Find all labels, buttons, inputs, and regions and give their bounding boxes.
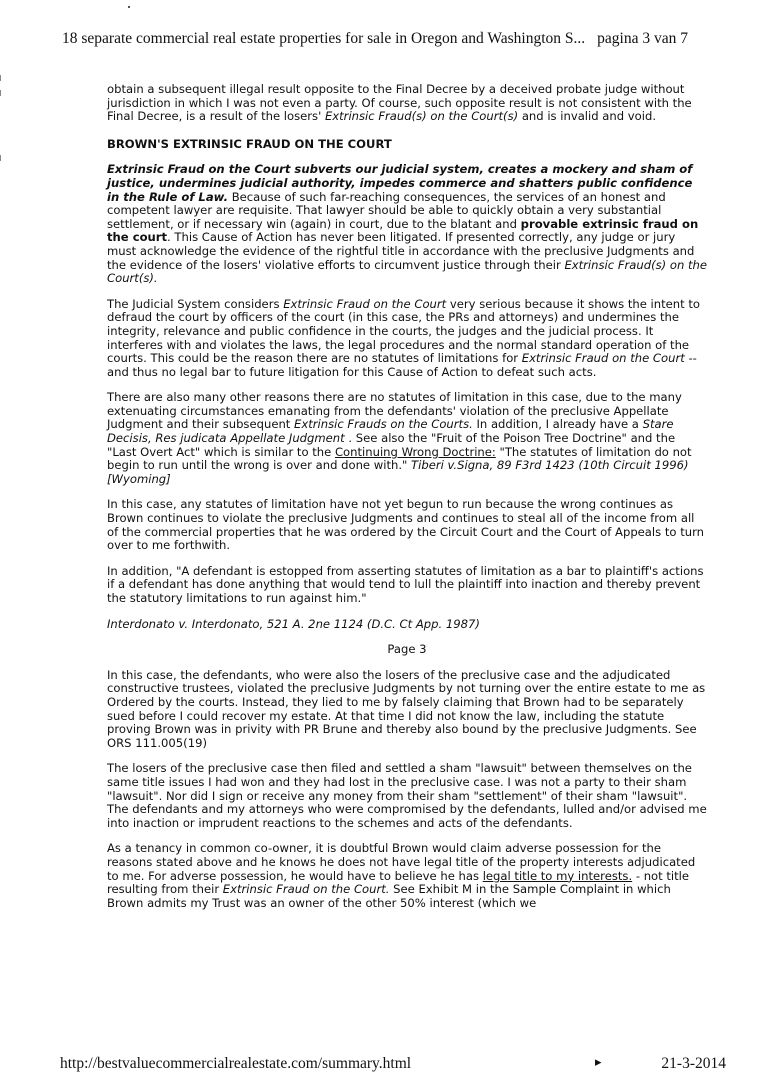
- underlined-text: Continuing Wrong Doctrine:: [334, 444, 496, 459]
- text: and is invalid and void.: [518, 109, 657, 124]
- paragraph-10: [107, 842, 707, 910]
- paragraph-9: The losers of the preclusive case then filed and settled a sham "lawsuit" between themselves on the same title issues I had won and they had lost in the preclusive case. I was not a party to their sham "lawsuit". Nor did I sign or receive any money from their sham "settlement" of their sham "lawsuit". The defendants and my attorneys who were compromised by the defendants, lulled and/or advised me into inaction or imprudent reactions to the schemes and acts of the defendants.: [107, 761, 707, 830]
- italic-text: Extrinsic Fraud(s) on the Court(s): [324, 109, 519, 124]
- text: Because of such far-reaching consequences, the services of an honest and competent lawyer are requisite. That lawyer should be able to quickly obtain a very substantial settlement, or if necessary win (again) in court, due to the blatant and: [107, 189, 666, 231]
- text: . This Cause of Action has never been litigated. If presented correctly, any judge or jury must acknowledge the evidence of the rightful title in accordance with the preclusive Judgments and the evidence of the losers' violative efforts to circumvent justice through their: [107, 230, 695, 272]
- paragraph-4: [107, 391, 707, 486]
- scan-speck: [128, 6, 130, 8]
- text: See Exhibit M in the Sample Complaint in which Brown admits my Trust was an owner of the other 50% interest (which we: [107, 882, 671, 910]
- bold-text: provable extrinsic fraud on the court: [107, 216, 699, 245]
- print-header: [62, 30, 762, 48]
- italic-text: Extrinsic Fraud on the Court.: [222, 882, 390, 897]
- document-body: [107, 83, 707, 922]
- text: . See also the "Fruit of the Poison Tree Doctrine" and the "Last Overt Act" which is similar to the: [107, 431, 676, 459]
- italic-text: Stare Decisis, Res judicata Appellate Judgment: [107, 417, 674, 446]
- case-citation: Interdonato v. Interdonato, 521 A. 2ne 1124 (D.C. Ct App. 1987): [107, 616, 480, 631]
- paragraph-6: In addition, "A defendant is estopped from asserting statutes of limitation as a bar to plaintiff's actions if a defendant has done anything that would tend to lull the plaintiff into inaction and thereby prevent the statutory limitations to run against him.": [107, 563, 704, 605]
- text: "The statutes of limitation do not begin to run until the wrong is over and done with.": [107, 444, 692, 473]
- italic-text: Extrinsic Frauds on the Courts.: [294, 417, 473, 432]
- text: In addition, I already have a: [472, 417, 643, 432]
- paragraph-2: [107, 163, 707, 285]
- section-heading: BROWN'S EXTRINSIC FRAUD ON THE COURT: [107, 136, 392, 151]
- paragraph-5: In this case, any statutes of limitation have not yet begun to run because the wrong continues as Brown continues to violate the preclusive Judgments and continues to steal all of the income from all of the commercial properties that he was ordered by the Circuit Court and the Court of Appeals to turn over to me forthwith.: [107, 497, 704, 553]
- bold-italic-text: Extrinsic Fraud on the Court subverts our judicial system, creates a mockery and sham of justice, undermines judicial authority, impedes commerce and shatters public confidence in the Rule of Law.: [107, 162, 693, 204]
- text: - not title resulting from their: [107, 868, 690, 897]
- footer-date: 21-3-2014: [661, 1055, 726, 1072]
- scan-edge-mark: [0, 75, 1, 81]
- paragraph-7: [107, 618, 707, 632]
- italic-text: Extrinsic Fraud on the Court: [521, 351, 685, 366]
- text: obtain a subsequent illegal result opposite to the Final Decree by a deceived probate judge without jurisdiction in which I was not even a party. Of course, such opposite result is not consistent with the Final Decree, is a result of the losers': [107, 82, 692, 124]
- italic-text: Extrinsic Fraud on the Court: [283, 296, 447, 311]
- scan-edge-mark: [0, 155, 1, 161]
- text: The Judicial System considers: [107, 296, 284, 311]
- text: As a tenancy in common co-owner, it is doubtful Brown would claim adverse possession for the reasons stated above and he knows he does not have legal title of the property interests adjudicated to me. For adverse possession, he would have to believe he has: [107, 841, 696, 883]
- footer-mark: ▸: [595, 1054, 602, 1069]
- text: -- and thus no legal bar to future litigation for this Cause of Action to defeat such acts.: [107, 351, 697, 379]
- underlined-text: legal title to my interests.: [482, 868, 633, 883]
- scan-edge-mark: [0, 90, 1, 96]
- paragraph-8: In this case, the defendants, who were also the losers of the preclusive case and the adjudicated constructive trustees, violated the preclusive Judgments by not turning over the entire estate to me as Ordered by the courts. Instead, they lied to me by falsely claiming that Brown had to be separately sued before I could recover my estate. At that time I did not know the law, including the statute proving Brown was in privity with PR Brune and thereby also bound by the preclusive Judgments. See ORS 111.005(19): [107, 667, 706, 750]
- footer-url: http://bestvaluecommercialrealestate.com/summary.html: [60, 1055, 412, 1072]
- paragraph-1: [107, 83, 707, 124]
- paragraph-3: [107, 298, 707, 380]
- text: very serious because it shows the intent to defraud the court by officers of the court (in this case, the PRs and attorneys) and undermines the integrity, relevance and public confidence in the courts, the judges and the judicial process. It interferes with and violates the laws, the legal procedures and the normal standard operation of the courts. This could be the reason there are no statutes of limitations for: [107, 296, 701, 366]
- header-title: 18 separate commercial real estate properties for sale in Oregon and Washington S...: [62, 30, 586, 47]
- text: There are also many other reasons there are no statutes of limitation in this case, due to the many extenuating circumstances emanating from the defendants' violation of the preclusive Appellate Judgment and their subsequent: [107, 390, 682, 432]
- case-citation: Tiberi v.Signa, 89 F3rd 1423 (10th Circuit 1996) [Wyoming]: [107, 458, 689, 486]
- page-number: Page 3: [387, 642, 427, 657]
- header-page-label: pagina 3 van 7: [597, 30, 688, 47]
- italic-text: Extrinsic Fraud(s) on the Court(s).: [107, 257, 707, 286]
